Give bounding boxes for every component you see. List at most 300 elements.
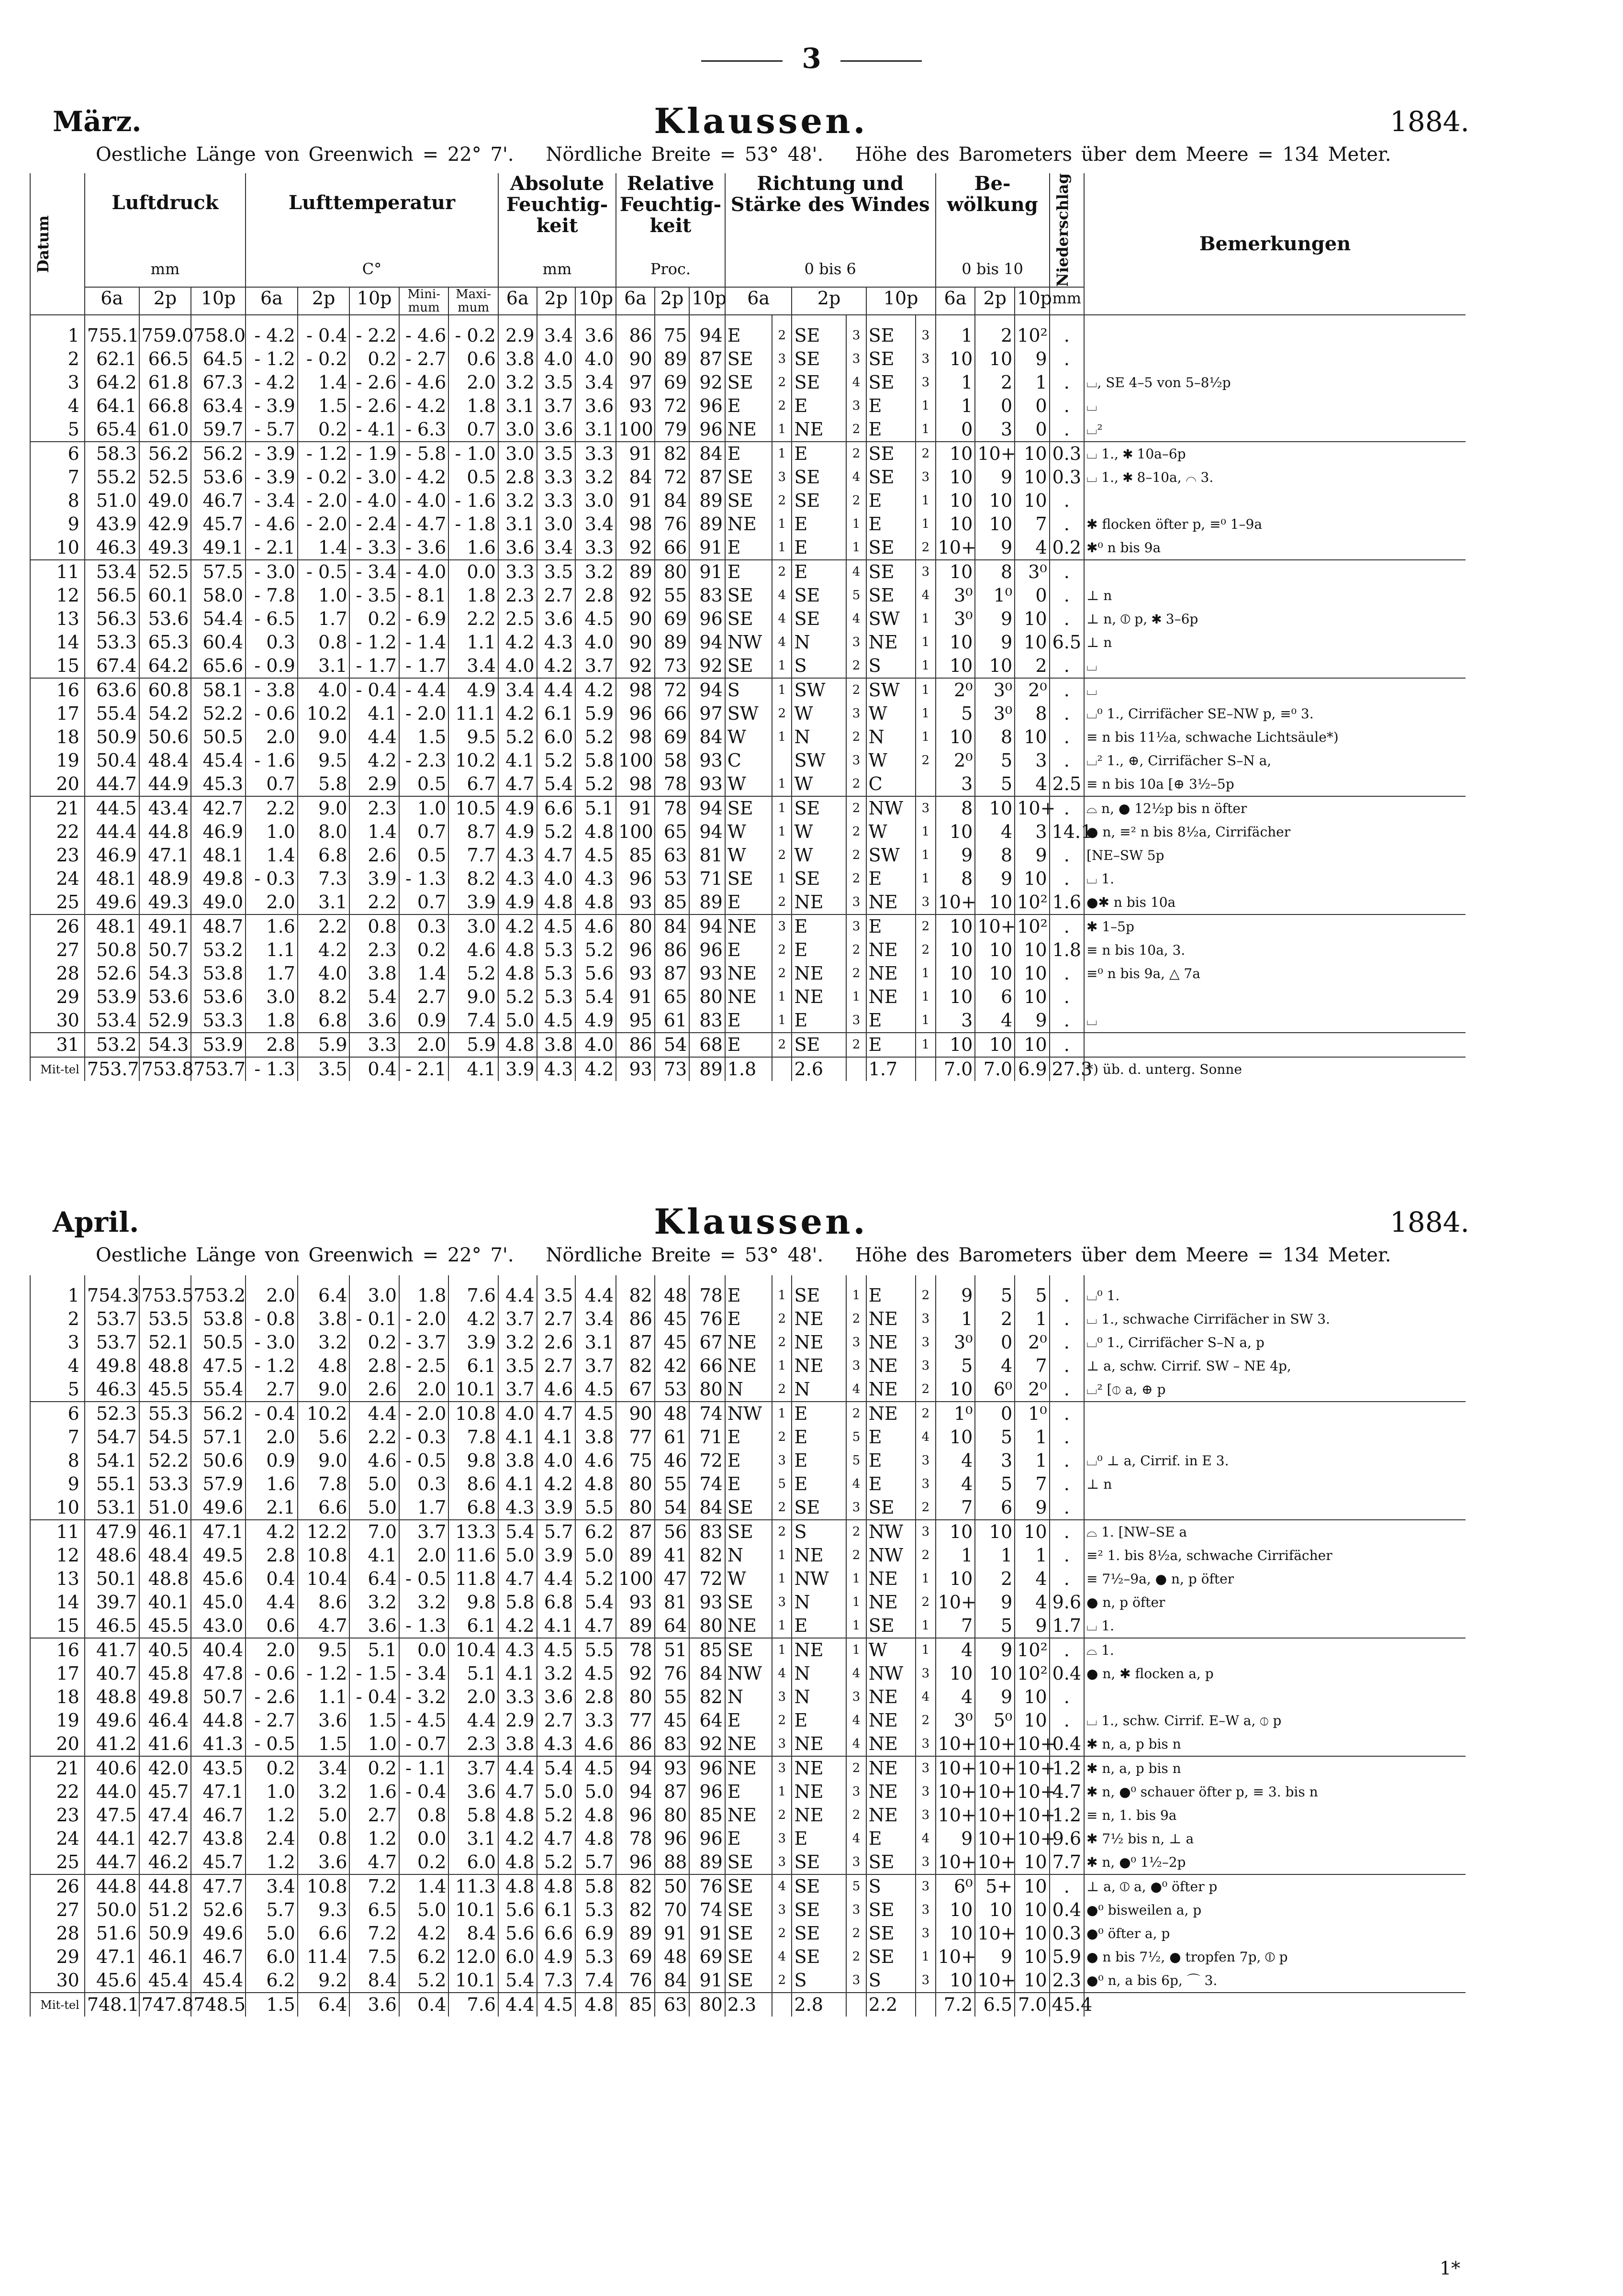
bemerkung: ⌴ 1. <box>1084 867 1466 891</box>
rel-10p: 82 <box>689 1685 725 1709</box>
temp-max: 0.0 <box>448 560 498 584</box>
wind-dir-6a: E <box>725 1426 772 1449</box>
temp-6a: - 2.6 <box>246 1685 298 1709</box>
temp-max: - 1.8 <box>448 513 498 536</box>
temp-6a: 0.6 <box>246 1614 298 1638</box>
temp-min: 0.3 <box>399 1472 448 1496</box>
wind-dir-6a: E <box>725 1284 772 1307</box>
bew-10p: 1 <box>1015 1449 1049 1472</box>
wind-force-10p: 1 <box>916 418 935 442</box>
wind-force-2p: 4 <box>846 1378 866 1402</box>
wind-force-2p: 3 <box>846 394 866 418</box>
wind-force-2p: 4 <box>846 1472 866 1496</box>
wind-force-10p: 2 <box>916 1544 935 1567</box>
abs-10p: 5.1 <box>575 796 616 820</box>
temp-max: 12.0 <box>448 1945 498 1969</box>
abs-2p: 4.7 <box>537 844 576 867</box>
bew-2p: 3⁰ <box>975 702 1015 725</box>
abs-2p: 4.8 <box>537 891 576 914</box>
temp-2p: 3.6 <box>298 1850 350 1874</box>
bew-2p: 9 <box>975 1591 1015 1614</box>
wind-dir-10p: NE <box>866 1354 916 1378</box>
temp-10p: 0.2 <box>349 1331 399 1354</box>
luftdruck-10p: 748.5 <box>191 1993 246 2017</box>
wind-force-2p: 2 <box>846 1544 866 1567</box>
luftdruck-10p: 52.2 <box>191 702 246 725</box>
temp-2p: - 2.0 <box>298 489 350 513</box>
h-6a: 6a <box>936 287 975 315</box>
niederschlag: . <box>1050 607 1084 631</box>
bew-10p: 10 <box>1015 867 1049 891</box>
wind-dir-2p: SE <box>792 347 846 371</box>
wind-force-2p: 2 <box>846 962 866 985</box>
abs-2p: 2.7 <box>537 1307 576 1331</box>
luftdruck-6a: 63.6 <box>85 678 139 702</box>
niederschlag: . <box>1050 1284 1084 1307</box>
bew-10p: 10 <box>1015 938 1049 962</box>
wind-force-6a: 3 <box>772 466 792 489</box>
table-row <box>30 371 1466 394</box>
wind-dir-6a: SE <box>725 607 772 631</box>
niederschlag: 14.1 <box>1050 820 1084 844</box>
rel-10p: 78 <box>689 1284 725 1307</box>
bew-2p: 10 <box>975 1520 1015 1544</box>
temp-6a: 2.0 <box>246 1284 298 1307</box>
rel-10p: 74 <box>689 1898 725 1922</box>
abs-10p: 4.5 <box>575 1662 616 1685</box>
niederschlag: . <box>1050 513 1084 536</box>
rel-2p: 84 <box>655 489 689 513</box>
temp-max: 8.2 <box>448 867 498 891</box>
luftdruck-10p: 53.6 <box>191 466 246 489</box>
bew-6a: 10 <box>936 1520 975 1544</box>
niederschlag: . <box>1050 1520 1084 1544</box>
bew-10p: 10 <box>1015 1969 1049 1993</box>
bew-2p: 9 <box>975 1685 1015 1709</box>
rel-2p: 50 <box>655 1874 689 1898</box>
bemerkung: ⌓ 1. [NW–SE a <box>1084 1520 1466 1544</box>
bew-2p: 8 <box>975 844 1015 867</box>
temp-min: 5.0 <box>399 1898 448 1922</box>
day: Mit-tel <box>30 1993 85 2017</box>
wind-dir-2p: NW <box>792 1567 846 1591</box>
niederschlag: . <box>1050 678 1084 702</box>
day: 28 <box>30 1922 85 1945</box>
temp-2p: - 2.0 <box>298 513 350 536</box>
temp-max: 5.9 <box>448 1033 498 1057</box>
abs-10p: 3.1 <box>575 1331 616 1354</box>
wind-force-2p: 3 <box>846 324 866 347</box>
luftdruck-2p: 753.8 <box>139 1057 191 1081</box>
abs-10p: 4.7 <box>575 1614 616 1638</box>
wind-force-6a: 3 <box>772 1732 792 1756</box>
luftdruck-2p: 49.3 <box>139 536 191 560</box>
temp-min: - 4.6 <box>399 371 448 394</box>
bemerkung: ✱ n, a, p bis n <box>1084 1732 1466 1756</box>
spacer-cell <box>139 1275 191 1284</box>
abs-2p: 4.5 <box>537 914 576 938</box>
bemerkung: ⌴ 1. <box>1084 1614 1466 1638</box>
table-row <box>30 1472 1466 1496</box>
bemerkung: ⊥ a, schw. Cirrif. SW – NE 4p, <box>1084 1354 1466 1378</box>
wind-force-6a: 2 <box>772 1378 792 1402</box>
spacer-cell <box>1050 1275 1084 1284</box>
bew-2p: 10+ <box>975 1732 1015 1756</box>
spacer-cell <box>725 1275 772 1284</box>
temp-6a: - 1.3 <box>246 1057 298 1081</box>
bew-6a: 3 <box>936 772 975 796</box>
temp-6a: 2.1 <box>246 1496 298 1520</box>
temp-2p: 4.2 <box>298 938 350 962</box>
wind-dir-2p: NE <box>792 891 846 914</box>
bew-10p: 3 <box>1015 749 1049 772</box>
wind-dir-2p: E <box>792 1402 846 1426</box>
wind-dir-6a: NE <box>725 1804 772 1827</box>
temp-6a: - 3.8 <box>246 678 298 702</box>
spacer-cell <box>936 315 975 324</box>
abs-6a: 4.2 <box>498 914 537 938</box>
rel-2p: 69 <box>655 371 689 394</box>
bemerkung: ⌴ <box>1084 1009 1466 1033</box>
rel-6a: 78 <box>616 1638 655 1662</box>
table-row <box>30 1945 1466 1969</box>
wind-force-6a: 1 <box>772 725 792 749</box>
temp-2p: 7.8 <box>298 1472 350 1496</box>
rel-10p: 84 <box>689 442 725 466</box>
luftdruck-6a: 45.6 <box>85 1969 139 1993</box>
niederschlag: . <box>1050 1638 1084 1662</box>
table-row <box>30 442 1466 466</box>
bew-2p: 10+ <box>975 1969 1015 1993</box>
luftdruck-2p: 64.2 <box>139 654 191 678</box>
abs-10p: 4.8 <box>575 820 616 844</box>
temp-6a: - 3.9 <box>246 466 298 489</box>
bew-6a: 5 <box>936 702 975 725</box>
niederschlag: . <box>1050 725 1084 749</box>
temp-6a: 5.7 <box>246 1898 298 1922</box>
wind-force-6a: 4 <box>772 584 792 607</box>
luftdruck-10p: 48.7 <box>191 914 246 938</box>
niederschlag: . <box>1050 985 1084 1009</box>
wind-force-2p: 1 <box>846 1591 866 1614</box>
table-row <box>30 1567 1466 1591</box>
bew-2p: 9 <box>975 631 1015 654</box>
rel-2p: 64 <box>655 1614 689 1638</box>
wind-dir-10p: E <box>866 1033 916 1057</box>
temp-10p: 2.2 <box>349 891 399 914</box>
temp-2p: 7.3 <box>298 867 350 891</box>
day: 4 <box>30 1354 85 1378</box>
temp-min: - 1.1 <box>399 1756 448 1780</box>
wind-dir-2p: SE <box>792 584 846 607</box>
abs-6a: 4.2 <box>498 1614 537 1638</box>
bemerkung: ●⁰ n, a bis 6p, ⌒ 3. <box>1084 1969 1466 1993</box>
abs-10p: 4.5 <box>575 844 616 867</box>
bew-2p: 6.5 <box>975 1993 1015 2017</box>
wind-force-10p: 3 <box>916 1969 935 1993</box>
wind-force-10p: 2 <box>916 1496 935 1520</box>
bemerkung: ⌴⁰ ⊥ a, Cirrif. in E 3. <box>1084 1449 1466 1472</box>
niederschlag: . <box>1050 1567 1084 1591</box>
bemerkung <box>1084 1993 1466 2017</box>
table-row <box>30 749 1466 772</box>
temp-6a: - 0.6 <box>246 702 298 725</box>
abs-6a: 4.9 <box>498 796 537 820</box>
temp-10p: 7.2 <box>349 1874 399 1898</box>
wind-force-2p: 2 <box>846 1402 866 1426</box>
unit-rel: Proc. <box>616 258 725 288</box>
wind-force-10p: 3 <box>916 1732 935 1756</box>
day: 29 <box>30 1945 85 1969</box>
rel-2p: 69 <box>655 725 689 749</box>
abs-2p: 5.3 <box>537 985 576 1009</box>
wind-dir-10p: NE <box>866 1709 916 1732</box>
temp-2p: 2.2 <box>298 914 350 938</box>
luftdruck-2p: 48.8 <box>139 1354 191 1378</box>
bew-10p: 9 <box>1015 347 1049 371</box>
abs-2p: 3.3 <box>537 489 576 513</box>
abs-10p: 4.6 <box>575 914 616 938</box>
temp-6a: - 2.1 <box>246 536 298 560</box>
rel-10p: 89 <box>689 891 725 914</box>
rel-6a: 91 <box>616 985 655 1009</box>
wind-dir-10p: SE <box>866 1850 916 1874</box>
bemerkung: ⌴ 1., schwache Cirrifächer in SW 3. <box>1084 1307 1466 1331</box>
temp-min: - 3.7 <box>399 1331 448 1354</box>
wind-force-6a: 1 <box>772 1638 792 1662</box>
wind-force-10p: 2 <box>916 1284 935 1307</box>
niederschlag: 1.2 <box>1050 1756 1084 1780</box>
temp-2p: 1.4 <box>298 536 350 560</box>
wind-force-6a: 1 <box>772 513 792 536</box>
day: 4 <box>30 394 85 418</box>
wind-dir-6a: E <box>725 1472 772 1496</box>
rel-10p: 85 <box>689 1638 725 1662</box>
abs-10p: 3.4 <box>575 513 616 536</box>
wind-force-6a: 1 <box>772 1402 792 1426</box>
abs-6a: 4.0 <box>498 654 537 678</box>
temp-max: 2.0 <box>448 371 498 394</box>
rel-6a: 67 <box>616 1378 655 1402</box>
abs-2p: 5.2 <box>537 749 576 772</box>
temp-max: 8.7 <box>448 820 498 844</box>
spacer-cell <box>772 315 792 324</box>
abs-6a: 5.4 <box>498 1520 537 1544</box>
wind-force-6a: 3 <box>772 1449 792 1472</box>
rel-6a: 89 <box>616 560 655 584</box>
wind-dir-6a: NE <box>725 1732 772 1756</box>
latitude: Nördliche Breite = 53° 48'. <box>546 1244 824 1266</box>
bew-6a: 5 <box>936 1354 975 1378</box>
luftdruck-6a: 55.2 <box>85 466 139 489</box>
bew-2p: 9 <box>975 607 1015 631</box>
day: 1 <box>30 1284 85 1307</box>
spacer-cell <box>1084 315 1466 324</box>
abs-6a: 4.7 <box>498 1567 537 1591</box>
niederschlag: 5.9 <box>1050 1945 1084 1969</box>
niederschlag: 0.4 <box>1050 1898 1084 1922</box>
wind-dir-6a: SW <box>725 702 772 725</box>
wind-force-10p: 3 <box>916 1922 935 1945</box>
bew-2p: 10 <box>975 962 1015 985</box>
niederschlag: . <box>1050 1449 1084 1472</box>
spacer-cell <box>689 1275 725 1284</box>
luftdruck-2p: 46.4 <box>139 1709 191 1732</box>
wind-dir-2p: SE <box>792 867 846 891</box>
temp-min: - 4.6 <box>399 324 448 347</box>
wind-force-10p: 1 <box>916 867 935 891</box>
temp-2p: 8.0 <box>298 820 350 844</box>
rel-6a: 85 <box>616 1993 655 2017</box>
luftdruck-2p: 51.2 <box>139 1898 191 1922</box>
day: 3 <box>30 1331 85 1354</box>
niederschlag: . <box>1050 796 1084 820</box>
bew-10p: 2⁰ <box>1015 1331 1049 1354</box>
bemerkung: ✱⁰ n bis 9a <box>1084 536 1466 560</box>
temp-min: 0.3 <box>399 914 448 938</box>
wind-force-6a: 1 <box>772 442 792 466</box>
rel-10p: 93 <box>689 772 725 796</box>
bemerkung: ● n, p öfter <box>1084 1591 1466 1614</box>
abs-6a: 3.1 <box>498 394 537 418</box>
wind-dir-10p: SW <box>866 607 916 631</box>
temp-min: - 2.0 <box>399 1402 448 1426</box>
wind-force-6a: 1 <box>772 1009 792 1033</box>
temp-2p: 10.4 <box>298 1567 350 1591</box>
rel-2p: 80 <box>655 1804 689 1827</box>
temp-6a: - 4.2 <box>246 324 298 347</box>
temp-10p: 6.4 <box>349 1567 399 1591</box>
wind-dir-10p: SE <box>866 466 916 489</box>
bew-6a: 10 <box>936 1426 975 1449</box>
temp-10p: 1.6 <box>349 1780 399 1804</box>
bew-10p: 2⁰ <box>1015 678 1049 702</box>
wind-dir-2p: N <box>792 1378 846 1402</box>
bew-10p: 10 <box>1015 607 1049 631</box>
day: 25 <box>30 1850 85 1874</box>
day: 15 <box>30 654 85 678</box>
temp-10p: 4.2 <box>349 749 399 772</box>
temp-min: - 0.5 <box>399 1567 448 1591</box>
luftdruck-6a: 53.7 <box>85 1307 139 1331</box>
abs-10p: 4.0 <box>575 347 616 371</box>
abs-6a: 3.7 <box>498 1378 537 1402</box>
rel-2p: 69 <box>655 607 689 631</box>
bew-10p: 0 <box>1015 584 1049 607</box>
niederschlag: . <box>1050 914 1084 938</box>
rel-10p: 91 <box>689 1922 725 1945</box>
temp-10p: - 3.4 <box>349 560 399 584</box>
temp-10p: 3.9 <box>349 867 399 891</box>
wind-force-6a: 1 <box>772 678 792 702</box>
table-april <box>30 1275 1466 2017</box>
wind-dir-6a: SE <box>725 489 772 513</box>
table-row <box>30 1922 1466 1945</box>
bew-2p: 10 <box>975 796 1015 820</box>
abs-10p: 4.0 <box>575 631 616 654</box>
wind-dir-10p: NW <box>866 1662 916 1685</box>
luftdruck-6a: 755.1 <box>85 324 139 347</box>
rel-10p: 84 <box>689 1662 725 1685</box>
temp-min: 0.2 <box>399 938 448 962</box>
weather-table <box>30 1275 1466 2017</box>
temp-max: 10.8 <box>448 1402 498 1426</box>
wind-force-6a: 4 <box>772 631 792 654</box>
wind-force-2p <box>846 1057 866 1081</box>
niederschlag: 9.6 <box>1050 1827 1084 1850</box>
mean-row <box>30 1993 1466 2017</box>
wind-dir-2p: SW <box>792 678 846 702</box>
luftdruck-10p: 65.6 <box>191 654 246 678</box>
wind-force-2p: 3 <box>846 914 866 938</box>
temp-max: 3.0 <box>448 914 498 938</box>
table-row <box>30 1496 1466 1520</box>
wind-force-6a: 5 <box>772 1472 792 1496</box>
niederschlag: . <box>1050 1331 1084 1354</box>
temp-6a: 0.2 <box>246 1756 298 1780</box>
abs-6a: 3.3 <box>498 1685 537 1709</box>
rel-2p: 48 <box>655 1284 689 1307</box>
rel-10p: 80 <box>689 1993 725 2017</box>
bemerkung: ⌴⁰ 1., Cirrifächer S–N a, p <box>1084 1331 1466 1354</box>
wind-force-6a: 4 <box>772 1945 792 1969</box>
luftdruck-10p: 41.3 <box>191 1732 246 1756</box>
wind-dir-10p: NE <box>866 1780 916 1804</box>
temp-2p: 10.2 <box>298 1402 350 1426</box>
wind-force-10p: 3 <box>916 1520 935 1544</box>
wind-force-6a: 3 <box>772 1685 792 1709</box>
temp-max: 10.1 <box>448 1898 498 1922</box>
table-row <box>30 1426 1466 1449</box>
temp-min: - 1.7 <box>399 654 448 678</box>
wind-force-2p: 2 <box>846 489 866 513</box>
spacer-cell <box>30 315 85 324</box>
rel-2p: 58 <box>655 749 689 772</box>
abs-2p: 5.7 <box>537 1520 576 1544</box>
bemerkung: ⌴⁰ 1., Cirrifächer SE–NW p, ≡⁰ 3. <box>1084 702 1466 725</box>
temp-2p: 1.0 <box>298 584 350 607</box>
rel-2p: 78 <box>655 772 689 796</box>
luftdruck-2p: 46.1 <box>139 1520 191 1544</box>
rel-2p: 66 <box>655 536 689 560</box>
abs-2p: 4.7 <box>537 1827 576 1850</box>
wind-dir-6a: E <box>725 1307 772 1331</box>
bew-2p: 6 <box>975 1496 1015 1520</box>
temp-max: 7.7 <box>448 844 498 867</box>
bew-2p: 10+ <box>975 914 1015 938</box>
niederschlag: . <box>1050 1426 1084 1449</box>
bew-10p: 10 <box>1015 1033 1049 1057</box>
bew-2p: 2 <box>975 324 1015 347</box>
bemerkung: ⌴ 1., schw. Cirrif. E–W a, ⦶ p <box>1084 1709 1466 1732</box>
rel-2p: 53 <box>655 1378 689 1402</box>
table-row <box>30 1732 1466 1756</box>
luftdruck-6a: 53.3 <box>85 631 139 654</box>
luftdruck-6a: 44.8 <box>85 1874 139 1898</box>
rel-10p: 92 <box>689 654 725 678</box>
rel-10p: 87 <box>689 347 725 371</box>
wind-dir-10p: NE <box>866 1331 916 1354</box>
wind-dir-2p: S <box>792 654 846 678</box>
col-absolute-feuchtigkeit: Absolute Feuchtig-keit <box>498 173 616 258</box>
wind-force-2p: 1 <box>846 1284 866 1307</box>
wind-dir-10p: E <box>866 489 916 513</box>
temp-max: - 1.6 <box>448 489 498 513</box>
rel-10p: 87 <box>689 466 725 489</box>
h-2p: 2p <box>298 287 350 315</box>
wind-force-10p: 4 <box>916 584 935 607</box>
wind-force-10p: 1 <box>916 1614 935 1638</box>
